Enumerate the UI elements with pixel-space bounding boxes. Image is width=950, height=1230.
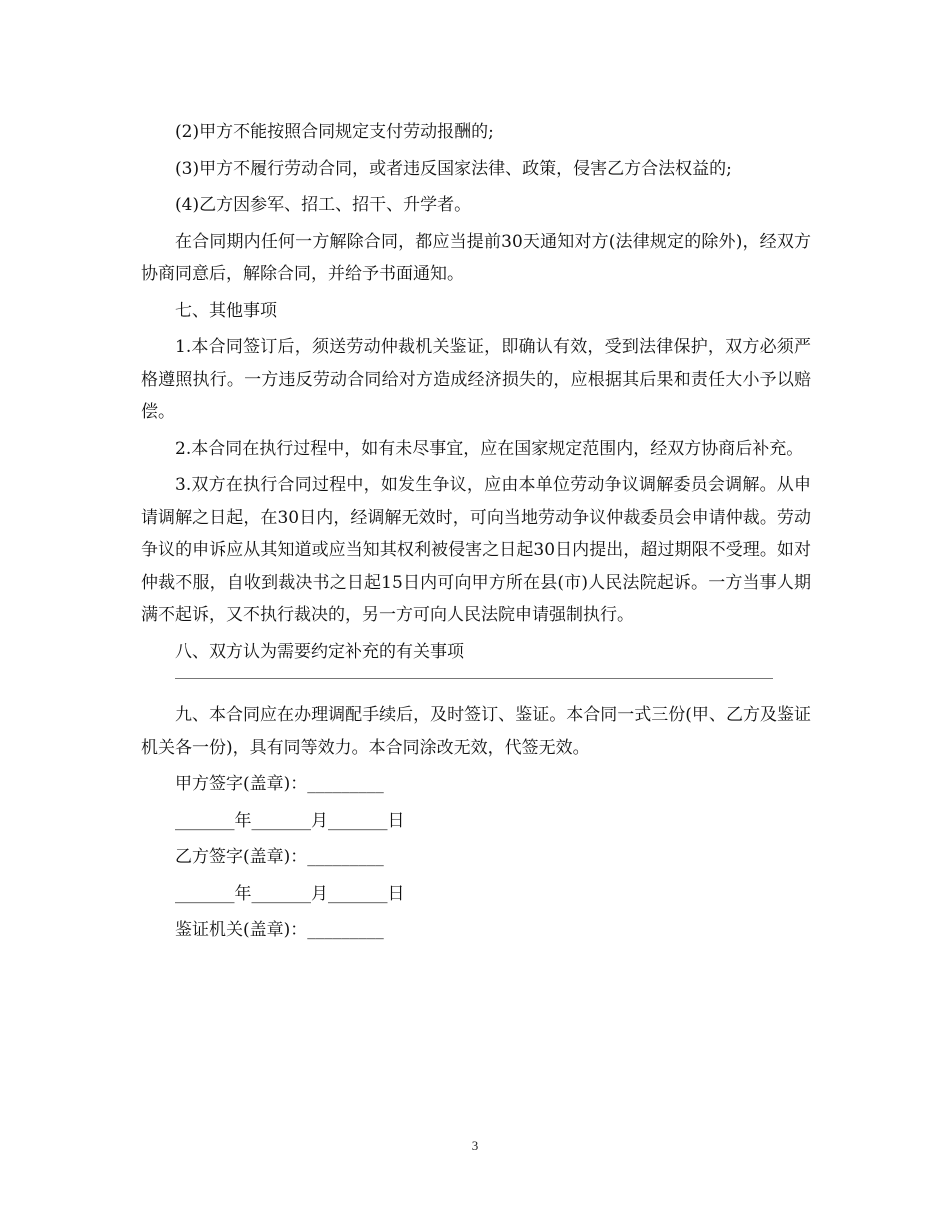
clause-4-enlistment: (4)乙方因参军、招工、招干、升学者。 [175, 195, 472, 215]
section-7-heading: 七、其他事项 [175, 300, 277, 321]
document-body [141, 116, 811, 951]
section-7-item-2: 2.本合同在执行过程中，如有未尽事宜，应在国家规定范围内，经双方协商后补充。 [175, 438, 804, 459]
section-7-item-1: 1.本合同签订后，须送劳动仲裁机关鉴证，即确认有效，受到法律保护，双方必须严格遵照执行。一方违反劳动合同给对方造成经济损失的，应根据其后果和责任大小予以赔偿。 [141, 337, 811, 422]
party-b-date: _______年_______月_______日 [175, 883, 405, 904]
clause-2-no-payment: (2)甲方不能按照合同规定支付劳动报酬的; [175, 122, 494, 142]
section-9-paragraph: 九、本合同应在办理调配手续后，及时签订、鉴证。本合同一式三份(甲、乙方及鉴证机关各一份)，具有同等效力。本合同涂改无效，代签无效。 [141, 705, 811, 758]
page-number: 3 [471, 1138, 479, 1153]
supplement-fill-line [175, 678, 773, 679]
clause-3-breach: (3)甲方不履行劳动合同，或者违反国家法律、政策，侵害乙方合法权益的; [175, 158, 732, 179]
verifier-signature: 鉴证机关(盖章)：_________ [175, 920, 384, 940]
section-7-item-3: 3.双方在执行合同过程中，如发生争议，应由本单位劳动争议调解委员会调解。从申请调解之日起，在30日内，经调解无效时，可向当地劳动争议仲裁委员会申请仲裁。劳动争议的申诉应从其知道或应当知其权利被侵害之日起30日内提出，超过期限不受理。如对仲裁不服，自收到裁决书之日起15日内可向甲方所在县(市)人民法院起诉。一方当事人期满不起诉，又不执行裁决的，另一方可向人民法院申请强制执行。 [141, 475, 811, 625]
section-8-heading: 八、双方认为需要约定补充的有关事项 [175, 641, 464, 662]
party-a-date: _______年_______月_______日 [175, 810, 405, 831]
party-b-signature: 乙方签字(盖章)：_________ [175, 847, 384, 867]
termination-notice-paragraph: 在合同期内任何一方解除合同，都应当提前30天通知对方(法律规定的除外)，经双方协商同意后，解除合同，并给予书面通知。 [141, 231, 811, 284]
party-a-signature: 甲方签字(盖章)：_________ [175, 774, 384, 794]
